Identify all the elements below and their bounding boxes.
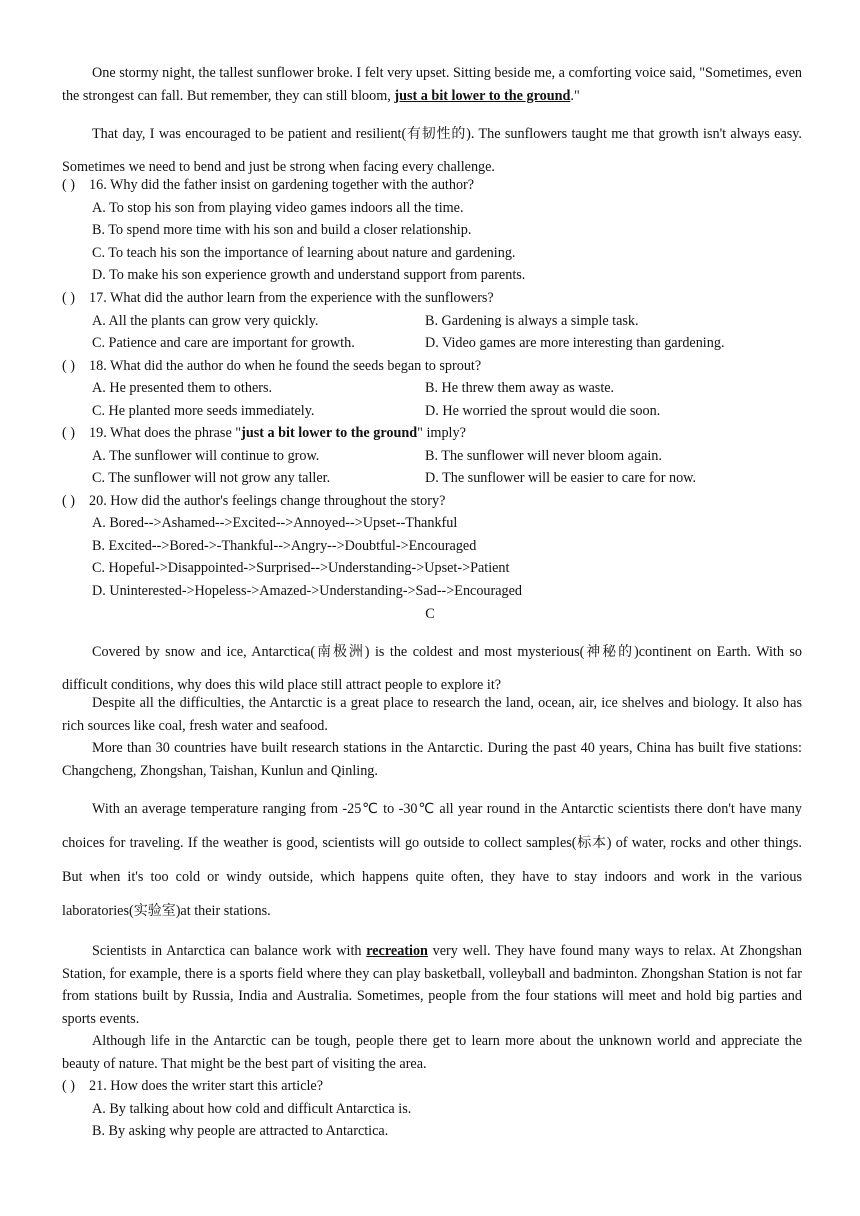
option-16a: A. To stop his son from playing video games indoors all the time. [92,200,464,216]
option-17b: B. Gardening is always a simple task. [425,313,639,329]
answer-blank[interactable]: ( ) [62,290,75,306]
option-17d: D. Video games are more interesting than gardening. [425,335,725,351]
option-20b: B. Excited-->Bored->-Thankful-->Angry-->Doubtful->Encouraged [92,538,477,554]
passage-b-paragraph-2: That day, I was encouraged to be patient and resilient(有韧性的). The sunflowers taught me that growth isn't always easy. Sometimes we need to bend and just be strong when facing every challenge. [62,126,802,175]
option-18b: B. He threw them away as waste. [425,380,615,396]
option-20a: A. Bored-->Ashamed-->Excited-->Annoyed-->Upset--Thankful [92,515,458,531]
question-19: ( ) 19. What does the phrase "just a bit lower to the ground" imply? [62,422,802,445]
option-19a: A. The sunflower will continue to grow. [92,448,320,464]
question-21: ( ) 21. How does the writer start this article? [62,1075,802,1098]
option-21a: A. By talking about how cold and difficult Antarctica is. [92,1101,412,1117]
answer-blank[interactable]: ( ) [62,425,75,441]
passage-b-paragraph-1: One stormy night, the tallest sunflower broke. I felt very upset. Sitting beside me, a comforting voice said, "Sometimes, even the strongest can fall. But remember, they can still bloom, just a bit lower to the ground." [62,65,802,104]
option-19d: D. The sunflower will be easier to care for now. [425,470,697,486]
question-18: ( ) 18. What did the author do when he found the seeds began to sprout? [62,355,802,378]
option-20c: C. Hopeful->Disappointed->Surprised-->Understanding->Upset->Patient [92,560,510,576]
option-16b: B. To spend more time with his son and build a closer relationship. [92,222,472,238]
question-16: ( ) 16. Why did the father insist on gardening together with the author? [62,174,802,197]
section-label-c: C [425,606,435,622]
underlined-phrase: just a bit lower to the ground [394,87,571,104]
option-17c: C. Patience and care are important for growth. [92,335,355,351]
option-16d: D. To make his son experience growth and understand support from parents. [92,267,526,283]
option-18d: D. He worried the sprout would die soon. [425,403,661,419]
passage-c-paragraph-5: Scientists in Antarctica can balance work with recreation very well. They have found many ways to relax. At Zhongshan Station, for example, there is a sports field where they can play basketball, volleyball and badminton. Zhongshan Station is not far from stations built by Russia, India and Australia. Sometimes, people from the four stations will meet and hold big parties and sports events. [62,943,802,1027]
question-20: ( ) 20. How did the author's feelings change throughout the story? [62,490,802,513]
option-20d: D. Uninterested->Hopeless->Amazed->Understanding->Sad-->Encouraged [92,583,523,599]
option-18c: C. He planted more seeds immediately. [92,403,315,419]
option-21b: B. By asking why people are attracted to Antarctica. [92,1123,389,1139]
option-19c: C. The sunflower will not grow any taller. [92,470,331,486]
answer-blank[interactable]: ( ) [62,1078,75,1094]
passage-c-paragraph-2: Despite all the difficulties, the Antarctic is a great place to research the land, ocean, air, ice shelves and biology. It also has rich sources like coal, fresh water and seafood. [62,695,802,734]
passage-c-paragraph-4: With an average temperature ranging from -25℃ to -30℃ all year round in the Antarctic scientists there don't have many choices for traveling. If the weather is good, scientists will go outside to collect samples(标本) of water, rocks and other things. But when it's too cold or windy outside, which happens quite often, they have to stay indoors and work in the various laboratories(实验室)at their stations. [62,801,802,919]
answer-blank[interactable]: ( ) [62,358,75,374]
underlined-word: recreation [366,943,428,959]
option-17a: A. All the plants can grow very quickly. [92,313,319,329]
answer-blank[interactable]: ( ) [62,493,75,509]
option-19b: B. The sunflower will never bloom again. [425,448,662,464]
passage-c-paragraph-6: Although life in the Antarctic can be tough, people there get to learn more about the unknown world and appreciate the beauty of nature. That might be the best part of visiting the area. [62,1033,802,1072]
passage-c-paragraph-1: Covered by snow and ice, Antarctica(南极洲) is the coldest and most mysterious(神秘的)continent on Earth. With so difficult conditions, why does this wild place still attract people to explore it? [62,644,803,693]
option-16c: C. To teach his son the importance of learning about nature and gardening. [92,245,516,261]
passage-c-paragraph-3: More than 30 countries have built research stations in the Antarctic. During the past 40 years, China has built five stations: Changcheng, Zhongshan, Taishan, Kunlun and Qinling. [62,740,802,779]
option-18a: A. He presented them to others. [92,380,273,396]
answer-blank[interactable]: ( ) [62,177,75,193]
question-17: ( ) 17. What did the author learn from the experience with the sunflowers? [62,287,802,310]
